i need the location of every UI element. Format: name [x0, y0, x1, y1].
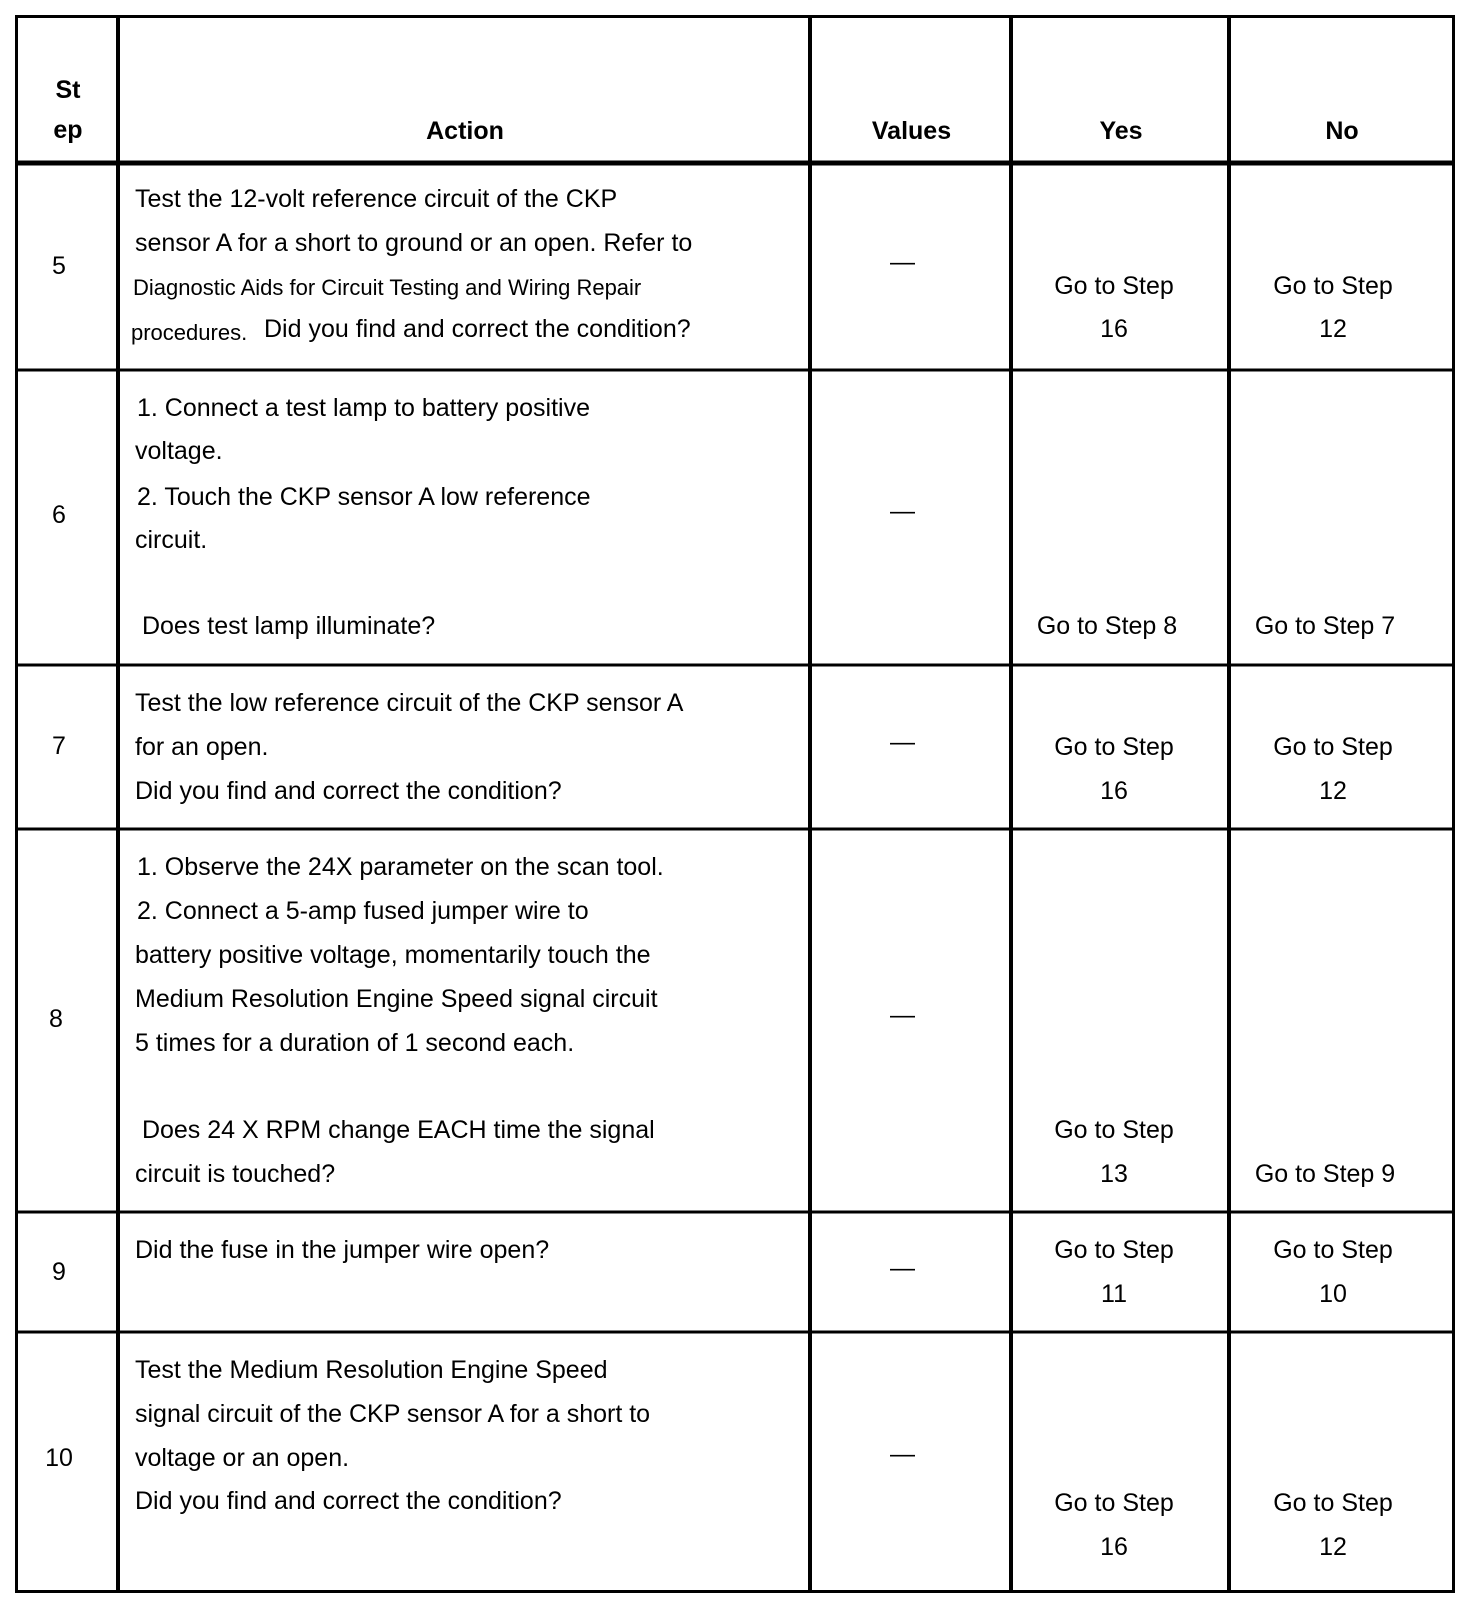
yes-line: Go to Step: [1054, 272, 1174, 300]
action-line: voltage or an open.: [135, 1444, 350, 1472]
action-line: Did you find and correct the condition?: [135, 777, 562, 805]
step-number: 9: [52, 1258, 66, 1286]
yes-line: Go to Step 8: [1036, 612, 1178, 640]
no-line: 10: [1319, 1280, 1347, 1308]
yes-line: Go to Step: [1054, 733, 1174, 761]
no-line: 12: [1319, 1533, 1347, 1561]
action-line: Test the Medium Resolution Engine Speed: [135, 1356, 608, 1384]
action-line: Did the fuse in the jumper wire open?: [135, 1236, 550, 1264]
yes-line: 11: [1101, 1280, 1127, 1308]
yes-line: 16: [1100, 777, 1128, 805]
step-number: 7: [52, 732, 66, 760]
header-step: [18, 70, 118, 150]
action-line: Test the 12-volt reference circuit of the CKP: [135, 185, 618, 213]
value-dash: —: [890, 1440, 915, 1468]
action-line: circuit.: [135, 526, 208, 554]
step-number: 6: [52, 501, 66, 529]
header-no: No: [1325, 117, 1359, 145]
header-values: Values: [871, 117, 952, 145]
step-number: 10: [45, 1444, 73, 1472]
value-dash: —: [890, 728, 915, 756]
no-line: Go to Step: [1273, 733, 1393, 761]
action-line: battery positive voltage, momentarily touch the: [135, 941, 651, 969]
value-dash: —: [890, 1254, 915, 1282]
action-line: Does test lamp illuminate?: [135, 612, 436, 640]
yes-line: 13: [1100, 1160, 1128, 1188]
action-line: signal circuit of the CKP sensor A for a short to: [135, 1400, 651, 1428]
action-line: for an open.: [135, 733, 269, 761]
action-line: voltage.: [135, 437, 223, 465]
no-line: 12: [1319, 315, 1347, 343]
no-line: Go to Step: [1273, 272, 1393, 300]
action-line: sensor A for a short to ground or an open. Refer to: [135, 229, 693, 257]
no-line: Go to Step 9: [1254, 1160, 1396, 1188]
value-dash: —: [890, 497, 915, 525]
step-number: 8: [49, 1005, 63, 1033]
no-line: Go to Step 7: [1254, 612, 1396, 640]
header-step-line2: ep: [53, 116, 83, 144]
step-number: 5: [52, 252, 66, 280]
action-line: 5 times for a duration of 1 second each.: [135, 1029, 575, 1057]
header-step-line1: St: [55, 76, 81, 104]
yes-line: Go to Step: [1054, 1489, 1174, 1517]
action-line: 2. Touch the CKP sensor A low reference: [137, 483, 591, 511]
action-line: Test the low reference circuit of the CKP sensor A: [135, 689, 684, 717]
action-line: 1. Observe the 24X parameter on the scan tool.: [137, 853, 664, 881]
action-line: Did you find and correct the condition?: [264, 315, 691, 343]
no-line: Go to Step: [1273, 1236, 1393, 1264]
action-line: Medium Resolution Engine Speed signal circuit: [135, 985, 658, 1013]
action-line: Diagnostic Aids for Circuit Testing and Wiring Repair: [133, 275, 642, 300]
action-line: Did you find and correct the condition?: [135, 1487, 562, 1515]
header-yes: Yes: [1099, 117, 1143, 145]
yes-line: 16: [1100, 315, 1128, 343]
action-line: 2. Connect a 5-amp fused jumper wire to: [137, 897, 589, 925]
value-dash: —: [890, 248, 915, 276]
action-line: circuit is touched?: [135, 1160, 336, 1188]
value-dash: —: [890, 1001, 915, 1029]
yes-line: Go to Step: [1054, 1116, 1174, 1144]
action-line: procedures.: [131, 320, 248, 345]
yes-line: 16: [1100, 1533, 1128, 1561]
action-line: Does 24 X RPM change EACH time the signal: [135, 1116, 655, 1144]
no-line: 12: [1319, 777, 1347, 805]
header-action: Action: [426, 117, 504, 145]
action-line: 1. Connect a test lamp to battery positive: [137, 394, 591, 422]
yes-line: Go to Step: [1054, 1236, 1174, 1264]
no-line: Go to Step: [1273, 1489, 1393, 1517]
